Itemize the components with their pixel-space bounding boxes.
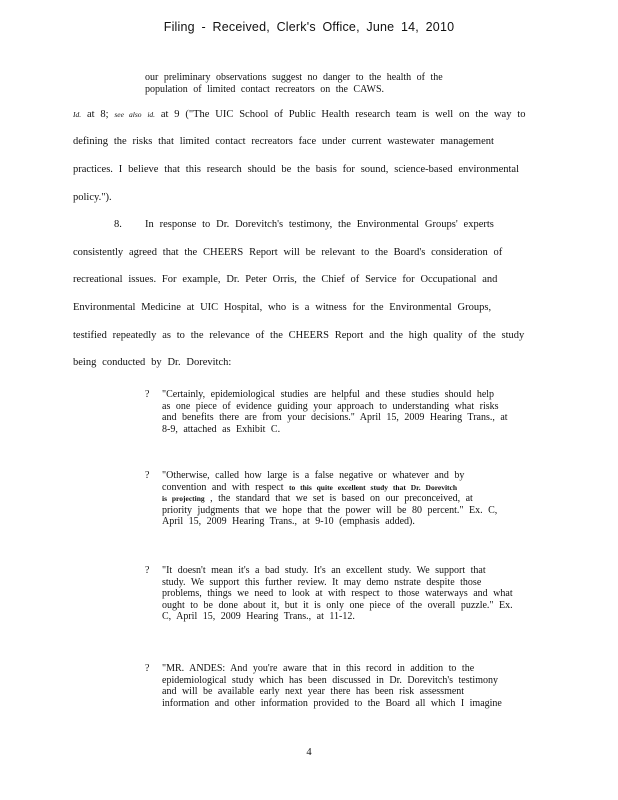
bullet-line: 8-9, attached as Exhibit C. (162, 423, 281, 435)
filing-header: Filing - Received, Clerk's Office, June 14, 2010 (163, 20, 455, 34)
bullet-marker: ? (145, 470, 150, 481)
bullet-line: and will be available early next year there has been risk assessment (162, 686, 465, 698)
body-line: practices. I believe that this research should be the basis for sound, science-based environmental (73, 164, 519, 175)
paragraph-line: being conducted by Dr. Dorevitch: (73, 357, 232, 368)
bullet-line: priority judgments that we hope that the power will be 80 percent." Ex. C, (162, 504, 498, 516)
citation-id-lower: id. (147, 110, 156, 119)
citation-line (73, 109, 525, 120)
bullet-line: "It doesn't mean it's a bad study. It's an excellent study. We support that (162, 565, 486, 576)
bullet-line: study. We support this further review. It may demo nstrate despite those (162, 576, 482, 588)
body-line: defining the risks that limited contact recreators face under current wastewater management (73, 136, 494, 147)
paragraph-line: consistently agreed that the CHEERS Report will be relevant to the Board's consideration of (73, 247, 503, 258)
bullet-line (162, 493, 547, 505)
block-quote (70, 72, 490, 95)
bullet-line: C, April 15, 2009 Hearing Trans., at 11-12. (162, 611, 355, 623)
bullet-line-text: convention and with respect (162, 481, 289, 493)
bullet-line: "Certainly, epidemiological studies are helpful and these studies should help (162, 389, 495, 400)
bullet-line: "Otherwise, called how large is a false negative or whatever and by (162, 470, 465, 481)
paragraph-line: testified repeatedly as to the relevance of the CHEERS Report and the high quality of the study (73, 330, 525, 341)
bullet-quote (162, 663, 547, 709)
bullet-marker: ? (145, 663, 150, 674)
body-line: policy."). (73, 192, 112, 203)
bullet-line-text: , the standard that we set is based on our preconceived, at (204, 493, 473, 505)
bullet-quote (162, 389, 547, 435)
bullet-line: information and other information provided to the Board all which I imagine (162, 697, 502, 709)
citation-id: Id. (73, 110, 82, 119)
citation-text: at 8; (81, 109, 115, 120)
paragraph-line: Environmental Medicine at UIC Hospital, who is a witness for the Environmental Groups, (73, 302, 492, 313)
bullet-line: epidemiological study which has been discussed in Dr. Dorevitch's testimony (162, 674, 498, 686)
bullet-line: and benefits there are from your decisions." April 15, 2009 Hearing Trans., at (162, 412, 508, 424)
bullet-line-text: And you're aware that in this record in addition to the (225, 663, 475, 674)
bullet-quote (162, 470, 547, 528)
paragraph-line: recreational issues. For example, Dr. Peter Orris, the Chief of Service for Occupational and (73, 274, 498, 285)
citation-text: at 9 ("The UIC School of Public Health research team is well on the way to (155, 109, 526, 120)
bullet-quote (162, 565, 547, 623)
bullet-line: ought to be done about it, but it is only one piece of the overall puzzle." Ex. (162, 599, 513, 611)
paragraph-number: 8. (114, 219, 122, 230)
block-quote-line: population of limited contact recreators on the CAWS. (145, 83, 385, 95)
bullet-line (162, 663, 547, 675)
bullet-line: as one piece of evidence guiding your approach to understanding what risks (162, 400, 499, 412)
block-quote-line: our preliminary observations suggest no danger to the health of the (145, 72, 443, 83)
bullet-marker: ? (145, 565, 150, 576)
bullet-line: problems, things we need to look at with respect to those waterways and what (162, 588, 513, 600)
emphasis-text: is projecting (162, 494, 205, 504)
emphasis-text: to this quite excellent study that Dr. Dorevitch (288, 482, 458, 492)
bullet-line: April 15, 2009 Hearing Trans., at 9-10 (emphasis added). (162, 516, 415, 528)
page-number: 4 (306, 747, 312, 758)
bullet-line (162, 482, 547, 494)
citation-see-also: see also (114, 110, 142, 119)
speaker-label: "MR. ANDES: (162, 663, 226, 674)
bullet-marker: ? (145, 389, 150, 400)
paragraph-first-line: In response to Dr. Dorevitch's testimony, the Environmental Groups' experts (145, 219, 494, 230)
